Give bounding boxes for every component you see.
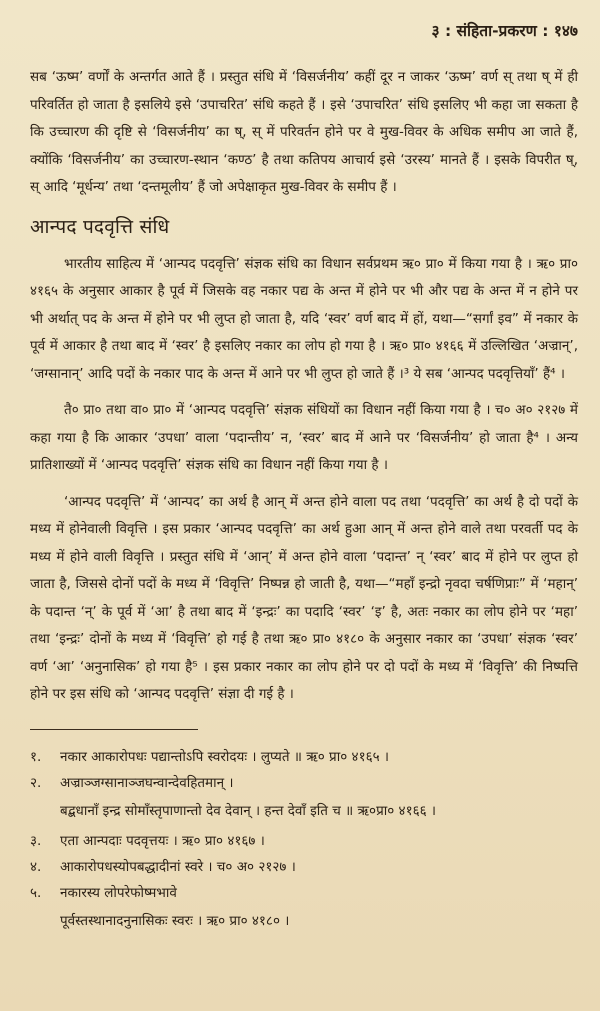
footnote-continuation: पूर्वस्तस्थानादनुनासिकः स्वरः । ऋ० प्रा० ४१८० ।	[60, 912, 290, 929]
footnote-text: आकारोपधस्योपबद्धादीनां स्वरे । च० अ० २१२७ ।	[60, 858, 296, 875]
footnote-number: ५.	[30, 884, 42, 901]
section-heading: आन्पद पदवृत्ति संधि	[30, 215, 170, 238]
body-paragraph: ‘आन्पद पदवृत्ति’ में ‘आन्पद’ का अर्थ है आन् में अन्त होने वाला पद तथा ‘पदवृत्ति’ का अर्थ है दो पदों के मध्य में होनेवाली विवृत्ति । इस प्रकार ‘आन्पद पदवृत्ति’ का अर्थ हुआ आन् में अन्त होने वाले तथा परवर्ती पद के मध्य में होने वाली विवृत्ति । प्रस्तुत संधि में ‘आन्’ में अन्त होने वाला ‘पदान्त’ न् ‘स्वर’ बाद में होने पर लुप्त हो जाता है, जिससे दोनों पदों के मध्य में ‘विवृत्ति’ निष्पन्न हो जाती है, यथा—“महाँ इन्द्रो नृवदा चर्षणिप्राः” में ‘महान्’ के पदान्त ‘न्’ के पूर्व में ‘आ’ है तथा बाद में ‘इन्द्रः’ का पदादि ‘स्वर’ ‘इ’ है, अतः नकार का लोप होने पर ‘महा’ तथा ‘इन्द्रः’ दोनों के मध्य में ‘विवृत्ति’ हो गई है तथा ऋ० प्रा० ४१८० के अनुसार नकार का ‘उपधा’ संज्ञक ‘स्वर’ वर्ण ‘आ’ ‘अनुनासिक’ हो गया है⁵ । इस प्रकार नकार का लोप होने पर दो पदों के मध्य में ‘विवृत्ति’ की निष्पत्ति होने पर इस संधि को ‘आन्पद पदवृत्ति’ संज्ञा दी गई है ।	[30, 493, 578, 702]
footnote	[30, 828, 578, 854]
footnote-number: ४.	[30, 858, 42, 875]
intro-paragraph: सब ‘ऊष्म’ वर्णों के अन्तर्गत आते हैं । प्रस्तुत संधि में ‘विसर्जनीय’ कहीं दूर न जाकर ‘ऊष्म’ वर्ण स् तथा ष् में ही परिवर्तित हो जाता है इसलिये इसे ‘उपाचरित’ संधि कहते हैं । इसे ‘उपाचरित’ संधि इसलिए भी कहा जा सकता है कि उच्चारण की दृष्टि से ‘विसर्जनीय’ का ष्, स् में परिवर्तन होने पर वे मुख-विवर के अधिक समीप आ जाते हैं, क्योंकि ‘विसर्जनीय’ का उच्चारण-स्थान ‘कण्ठ’ है तथा कतिपय आचार्य इसे ‘उरस्य’ मानते हैं । इसके विपरीत ष्, स् आदि ‘मूर्धन्य’ तथा ‘दन्तमूलीय’ हैं जो अपेक्षाकृत मुख-विवर के समीप हैं ।	[30, 69, 578, 195]
footnote-text: नकारस्य लोपरेफोष्मभावे	[60, 884, 177, 901]
footnote	[30, 770, 578, 796]
footnote-continuation: बद्बधानाँ इन्द्र सोमाँस्तृपाणान्तो देव देवान् । हन्त देवाँ इति च ॥ ऋ०प्रा० ४१६६ ।	[60, 802, 437, 819]
footnote-text: अज्राञ्जग्सानाञ्जघन्वान्देवहितमान् ।	[60, 774, 234, 791]
footnotes	[30, 744, 578, 934]
footnote-number: ३.	[30, 832, 42, 849]
body-paragraph: भारतीय साहित्य में ‘आन्पद पदवृत्ति’ संज्ञक संधि का विधान सर्वप्रथम ऋ० प्रा० में किया गया है । ऋ० प्रा० ४१६५ के अनुसार आकार है पूर्व में जिसके वह नकार पद्य के अन्त में होने पर भी और पद्य के अन्त में न होने पर भी अर्थात् पद के अन्त में होने पर भी लुप्त हो जाता है, यदि ‘स्वर’ वर्ण बाद में हों, यथा—“सर्गां इव” में नकार के पूर्व में आकार है तथा बाद में ‘स्वर’ है इसलिए नकार का लोप हो गया है । ऋ० प्रा० ४१६६ में उल्लिखित ‘अज्रान्’, ‘जग्सानान्’ आदि पदों के नकार पाद के अन्त में आने पर भी लुप्त हो जाते हैं ।³ ये सब ‘आन्पद पदवृत्तियाँ’ हैं⁴ ।	[30, 255, 578, 382]
body-paragraph: तै० प्रा० तथा वा० प्रा० में ‘आन्पद पदवृत्ति’ संज्ञक संधियों का विधान नहीं किया गया है । च० अ० २१२७ में कहा गया है कि आकार ‘उपधा’ वाला ‘पदान्तीय’ न, ‘स्वर’ बाद में आने पर ‘विसर्जनीय’ हो जाता है⁴ । अन्य प्रातिशाख्यों में ‘आन्पद पदवृत्ति’ संज्ञक संधि का विधान नहीं किया गया है ।	[30, 402, 578, 473]
running-head: ३ : संहिता-प्रकरण : १४७	[431, 22, 578, 40]
footnote	[30, 744, 578, 770]
footnote	[30, 854, 578, 880]
footnote-divider	[30, 729, 198, 730]
footnote-text: नकार आकारोपधः पद्यान्तोऽपि स्वरोदयः । लुप्यते ॥ ऋ० प्रा० ४१६५ ।	[60, 748, 390, 765]
footnote-number: १.	[30, 748, 42, 765]
footnote-number: २.	[30, 774, 42, 791]
footnote	[30, 880, 578, 906]
footnote-text: एता आन्पदाः पदवृत्तयः । ऋ० प्रा० ४१६७ ।	[60, 832, 265, 849]
